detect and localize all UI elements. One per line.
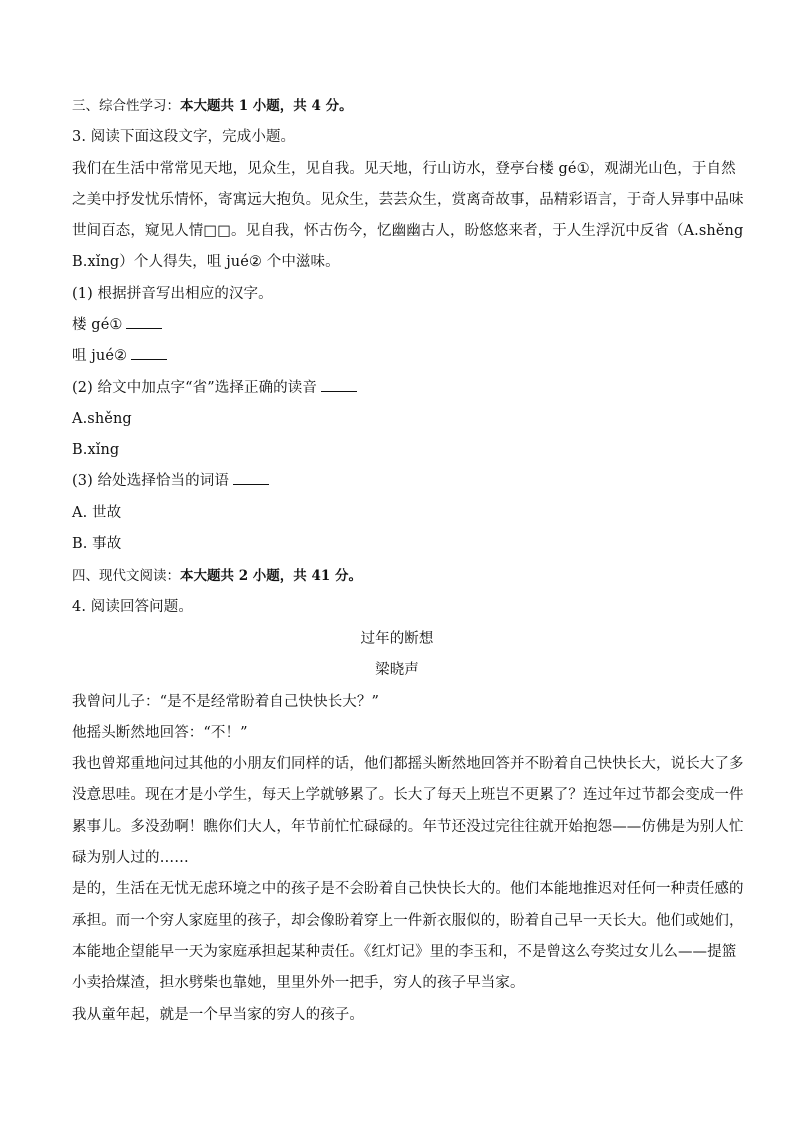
sub-question-2-label: (2) 给文中加点字“省”选择正确的读音	[72, 380, 317, 396]
sub-question-1a	[72, 315, 162, 335]
sub-question-1: (1) 根据拼音写出相应的汉字。	[72, 286, 273, 302]
article-line: 他摇头断然地回答：“不！”	[72, 725, 248, 741]
option-a: A.shěng	[72, 411, 132, 427]
sub-question-1b-label: 咀 jué②	[72, 348, 128, 364]
section-4-heading	[72, 566, 362, 586]
answer-blank[interactable]	[233, 472, 269, 485]
article-title: 过年的断想	[360, 631, 434, 647]
article-line: 承担。而一个穷人家庭里的孩子，却会像盼着穿上一件新衣服似的，盼着自己早一天长大。他们或她们，	[72, 913, 744, 929]
option-b: B. 事故	[72, 536, 122, 552]
answer-blank[interactable]	[126, 316, 162, 329]
section-heading-bold: 本大题共 2 小题，共 41 分。	[180, 568, 362, 584]
passage-line: 我们在生活中常常见天地，见众生，见自我。见天地，行山访水，登亭台楼 gé①，观湖光山色，于自然	[72, 161, 736, 177]
question-4-intro: 4. 阅读回答问题。	[72, 599, 193, 615]
section-heading-bold: 本大题共 1 小题，共 4 分。	[180, 98, 353, 114]
article-line: 累事儿。多没劲啊！瞧你们大人，年节前忙忙碌碌的。年节还没过完往往就开始抱怨——仿佛是为别人忙	[72, 819, 744, 835]
option-b: B.xǐng	[72, 442, 120, 458]
sub-question-1b	[72, 346, 167, 366]
answer-blank[interactable]	[321, 379, 357, 392]
passage-line: 世间百态，窥见人情□□。见自我，怀古伤今，忆幽幽古人，盼悠悠来者，于人生浮沉中反省（A.shěng	[72, 223, 744, 239]
article-line: 我从童年起，就是一个早当家的穷人的孩子。	[72, 1007, 364, 1023]
passage-line: B.xǐng）个人得失，咀 jué② 个中滋味。	[72, 254, 340, 270]
article-line: 小卖拾煤渣，担水劈柴也靠她，里里外外一把手，穷人的孩子早当家。	[72, 975, 525, 991]
article-line: 本能地企望能早一天为家庭承担起某种责任。《红灯记》里的李玉和，不是曾这么夸奖过女儿么——提篮	[72, 944, 737, 960]
article-line: 我曾问儿子：“是不是经常盼着自己快快长大？”	[72, 694, 380, 710]
article-author: 梁晓声	[375, 662, 419, 678]
answer-blank[interactable]	[131, 347, 167, 360]
section-heading-label: 三、综合性学习：	[72, 98, 180, 114]
article-line: 没意思哇。现在才是小学生，每天上学就够累了。长大了每天上班岂不更累了？连过年过节都会变成一件	[72, 787, 744, 803]
article-line: 我也曾郑重地问过其他的小朋友们同样的话，他们都摇头断然地回答并不盼着自己快快长大，说长大了多	[72, 756, 744, 772]
article-line: 是的，生活在无忧无虑环境之中的孩子是不会盼着自己快快长大的。他们本能地推迟对任何一种责任感的	[72, 881, 744, 897]
sub-question-3	[72, 471, 269, 491]
question-3-intro: 3. 阅读下面这段文字，完成小题。	[72, 129, 296, 145]
sub-question-2	[72, 378, 357, 398]
passage-line: 之美中抒发忧乐情怀，寄寓远大抱负。见众生，芸芸众生，赏离奇故事，品精彩语言，于奇人异事中品味	[72, 192, 744, 208]
section-3-heading	[72, 96, 353, 116]
sub-question-3-label: (3) 给处选择恰当的词语	[72, 473, 229, 489]
article-line: 碌为别人过的……	[72, 850, 189, 866]
sub-question-1a-label: 楼 gé①	[72, 317, 123, 333]
section-heading-label: 四、现代文阅读：	[72, 568, 180, 584]
option-a: A. 世故	[72, 505, 122, 521]
